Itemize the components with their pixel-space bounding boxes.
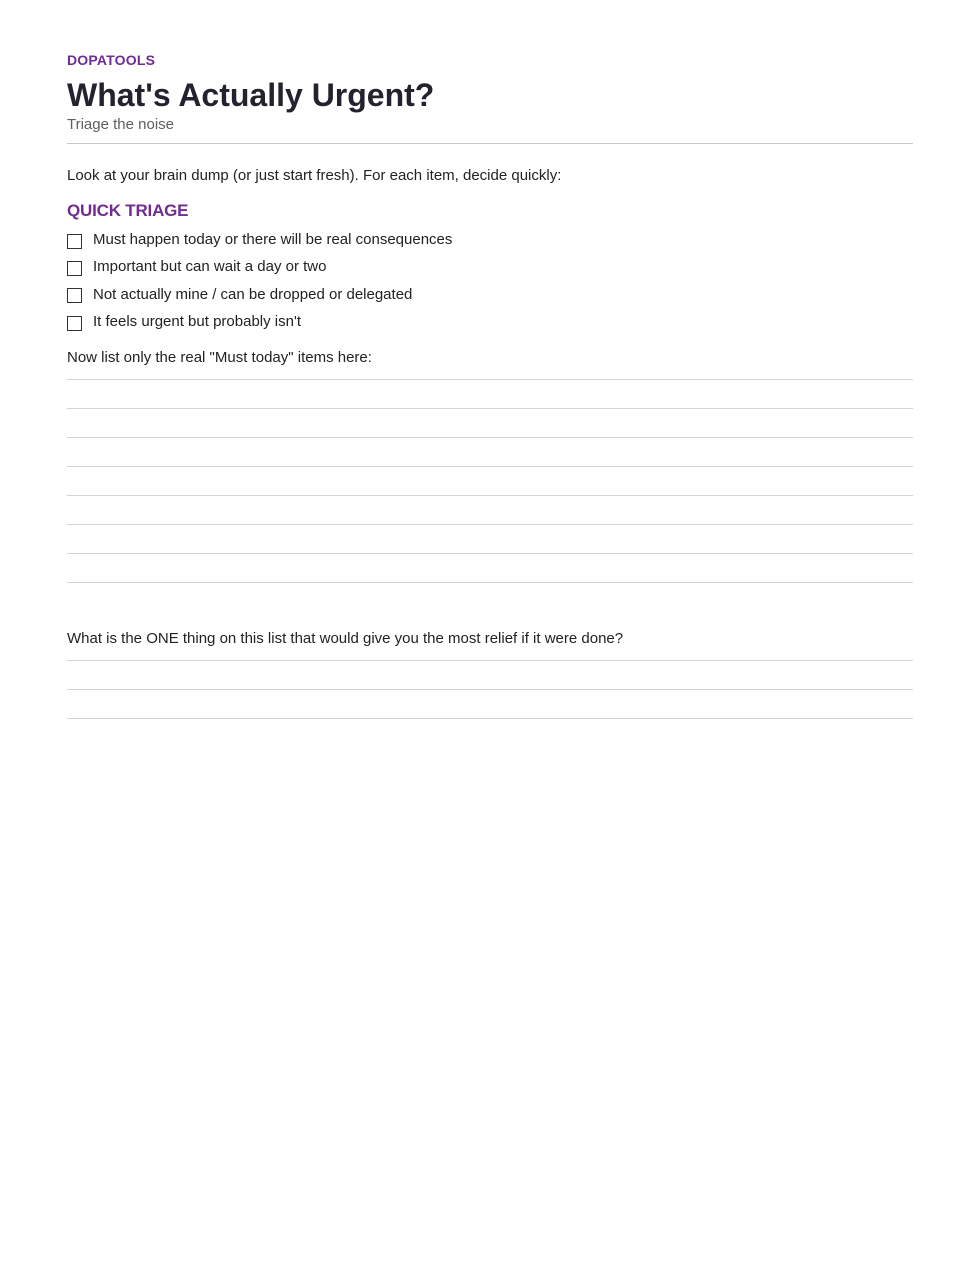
checkbox-icon[interactable]	[67, 234, 82, 249]
triage-option[interactable]	[67, 308, 452, 335]
page-title: What's Actually Urgent?	[67, 77, 435, 113]
writing-line[interactable]	[67, 379, 913, 408]
writing-line[interactable]	[67, 582, 913, 583]
checkbox-icon[interactable]	[67, 288, 82, 303]
one-thing-writing-area[interactable]	[67, 660, 913, 719]
must-today-writing-area[interactable]	[67, 379, 913, 583]
triage-option[interactable]	[67, 253, 452, 280]
writing-line[interactable]	[67, 553, 913, 582]
one-thing-prompt: What is the ONE thing on this list that would give you the most relief if it were done?	[67, 630, 624, 647]
writing-line[interactable]	[67, 437, 913, 466]
must-today-prompt: Now list only the real "Must today" items here:	[67, 349, 372, 366]
triage-option-label: It feels urgent but probably isn't	[93, 313, 301, 331]
writing-line[interactable]	[67, 689, 913, 718]
page-subtitle: Triage the noise	[67, 116, 175, 133]
triage-option-label: Important but can wait a day or two	[93, 258, 327, 276]
writing-line[interactable]	[67, 524, 913, 553]
triage-option-label: Not actually mine / can be dropped or delegated	[93, 285, 413, 303]
checkbox-icon[interactable]	[67, 261, 82, 276]
writing-line[interactable]	[67, 660, 913, 689]
header-divider	[67, 143, 913, 144]
triage-option[interactable]	[67, 281, 452, 308]
triage-option[interactable]	[67, 226, 452, 253]
writing-line[interactable]	[67, 408, 913, 437]
writing-line[interactable]	[67, 466, 913, 495]
triage-option-label: Must happen today or there will be real consequences	[93, 231, 453, 249]
writing-line[interactable]	[67, 495, 913, 524]
writing-line[interactable]	[67, 718, 913, 719]
triage-options	[67, 226, 452, 335]
brand-label: DOPATOOLS	[67, 52, 156, 68]
checkbox-icon[interactable]	[67, 316, 82, 331]
intro-text: Look at your brain dump (or just start fresh). For each item, decide quickly:	[67, 167, 562, 184]
quick-triage-heading: QUICK TRIAGE	[67, 201, 189, 220]
